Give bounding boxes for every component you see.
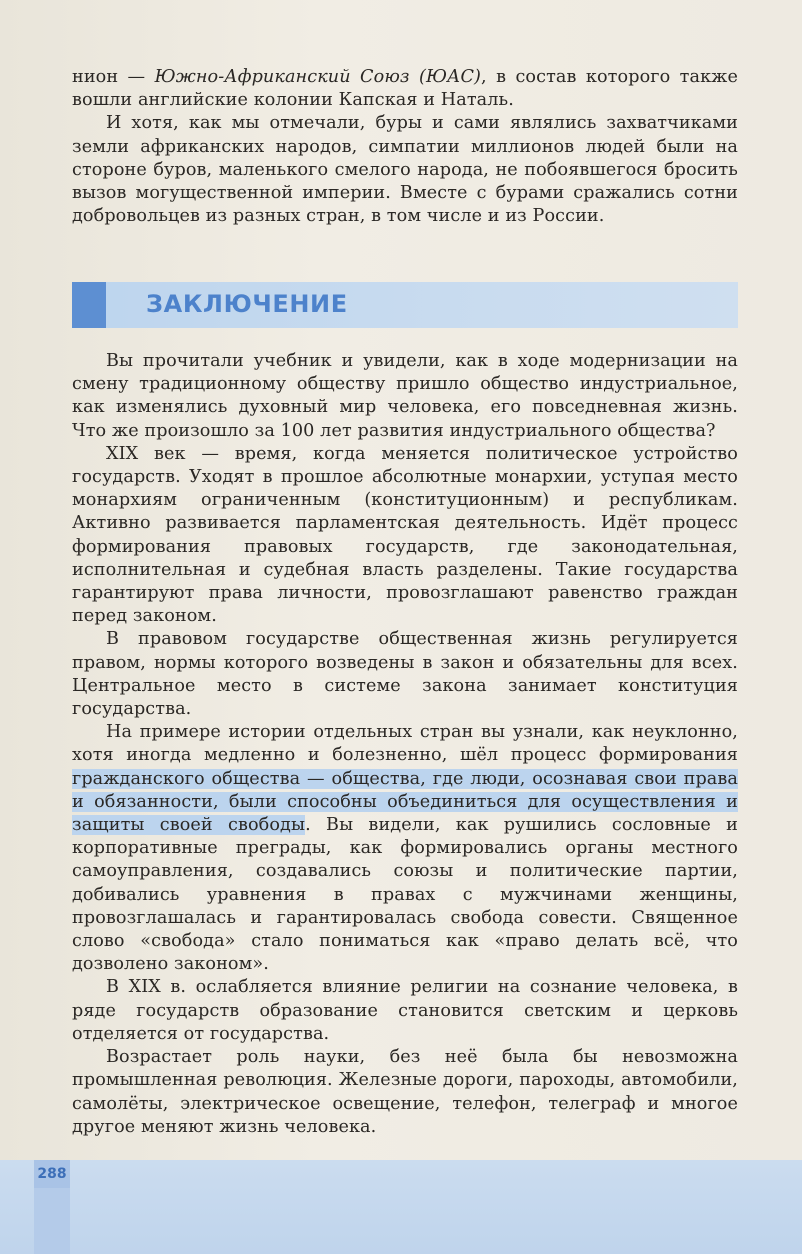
page-number-strip <box>34 1188 70 1254</box>
conclusion-paragraph-6: Возрастает роль науки, без неё была бы невозможна промышленная революция. Железные дороги, пароходы, автомобили, самолёты, электрическое освещение, телефон, телеграф и многое другое меняют жизнь человека. <box>72 1047 738 1137</box>
footer-band <box>0 1160 802 1254</box>
conclusion-paragraph-2: XIX век — время, когда меняется политическое устройство государств. Уходят в прошлое абсолютные монархии, уступая место монархиям ограниченным (конституционным) и республикам. Активно развивается парламентская деятельность. Идёт процесс формирования правовых государств, где законодательная, исполнительная и судебная власть разделены. Такие государства гарантируют права личности, провозглашают равенство граждан перед законом. <box>72 443 738 627</box>
section-title: ЗАКЛЮЧЕНИЕ <box>146 290 348 318</box>
conclusion-text <box>72 350 738 1139</box>
civil-society-definition-highlight: гражданского общества — общества, где люди, осознавая свои права и обязанности, были способны объединиться для осуществления и защиты своей свободы <box>72 768 738 836</box>
section-heading-accent <box>72 282 106 328</box>
p4-start: На примере истории отдельных стран вы узнали, как неуклонно, хотя иногда медленно и болезненно, шёл процесс формирования <box>72 722 738 766</box>
conclusion-paragraph-5: В XIX в. ослабляется влияние религии на сознание человека, в ряде государств образование становится светским и церковь отделяется от государства. <box>72 977 738 1044</box>
intro-p1-prefix: нион — <box>72 67 155 87</box>
intro-text <box>72 66 738 228</box>
intro-p1-suffix: , в состав которого также вошли английские колонии Капская и Наталь. <box>72 67 738 111</box>
conclusion-paragraph-4 <box>72 721 738 976</box>
p4-end: . Вы видели, как рушились сословные и корпоративные преграды, как формировались органы местного самоуправления, создавались союзы и политические партии, добивались уравнения в правах с мужчинами женщины, провозглашалась и гарантировалась свобода совести. Священное слово «свобода» стало пониматься как «право делать всё, что дозволено законом». <box>72 815 738 975</box>
page-number: 288 <box>34 1160 70 1188</box>
conclusion-paragraph-1: Вы прочитали учебник и увидели, как в ходе модернизации на смену традиционному обществу пришло общество индустриальное, как изменялись духовный мир человека, его повседневная жизнь. Что же произошло за 100 лет развития индустриального общества? <box>72 351 738 441</box>
union-name: Южно-Африканский Союз (ЮАС) <box>154 67 481 87</box>
conclusion-paragraph-3: В правовом государстве общественная жизнь регулируется правом, нормы которого возведены в закон и обязательны для всех. Центральное место в системе закона занимает конституция государства. <box>72 629 738 720</box>
intro-paragraph-1 <box>72 66 738 112</box>
intro-paragraph-2: И хотя, как мы отмечали, буры и сами являлись захватчиками земли африканских народов, симпатии миллионов людей были на стороне буров, маленького смелого народа, не побоявшегося бросить вызов могущественной империи. Вместе с бурами сражались сотни добровольцев из разных стран, в том числе и из России. <box>72 113 738 227</box>
